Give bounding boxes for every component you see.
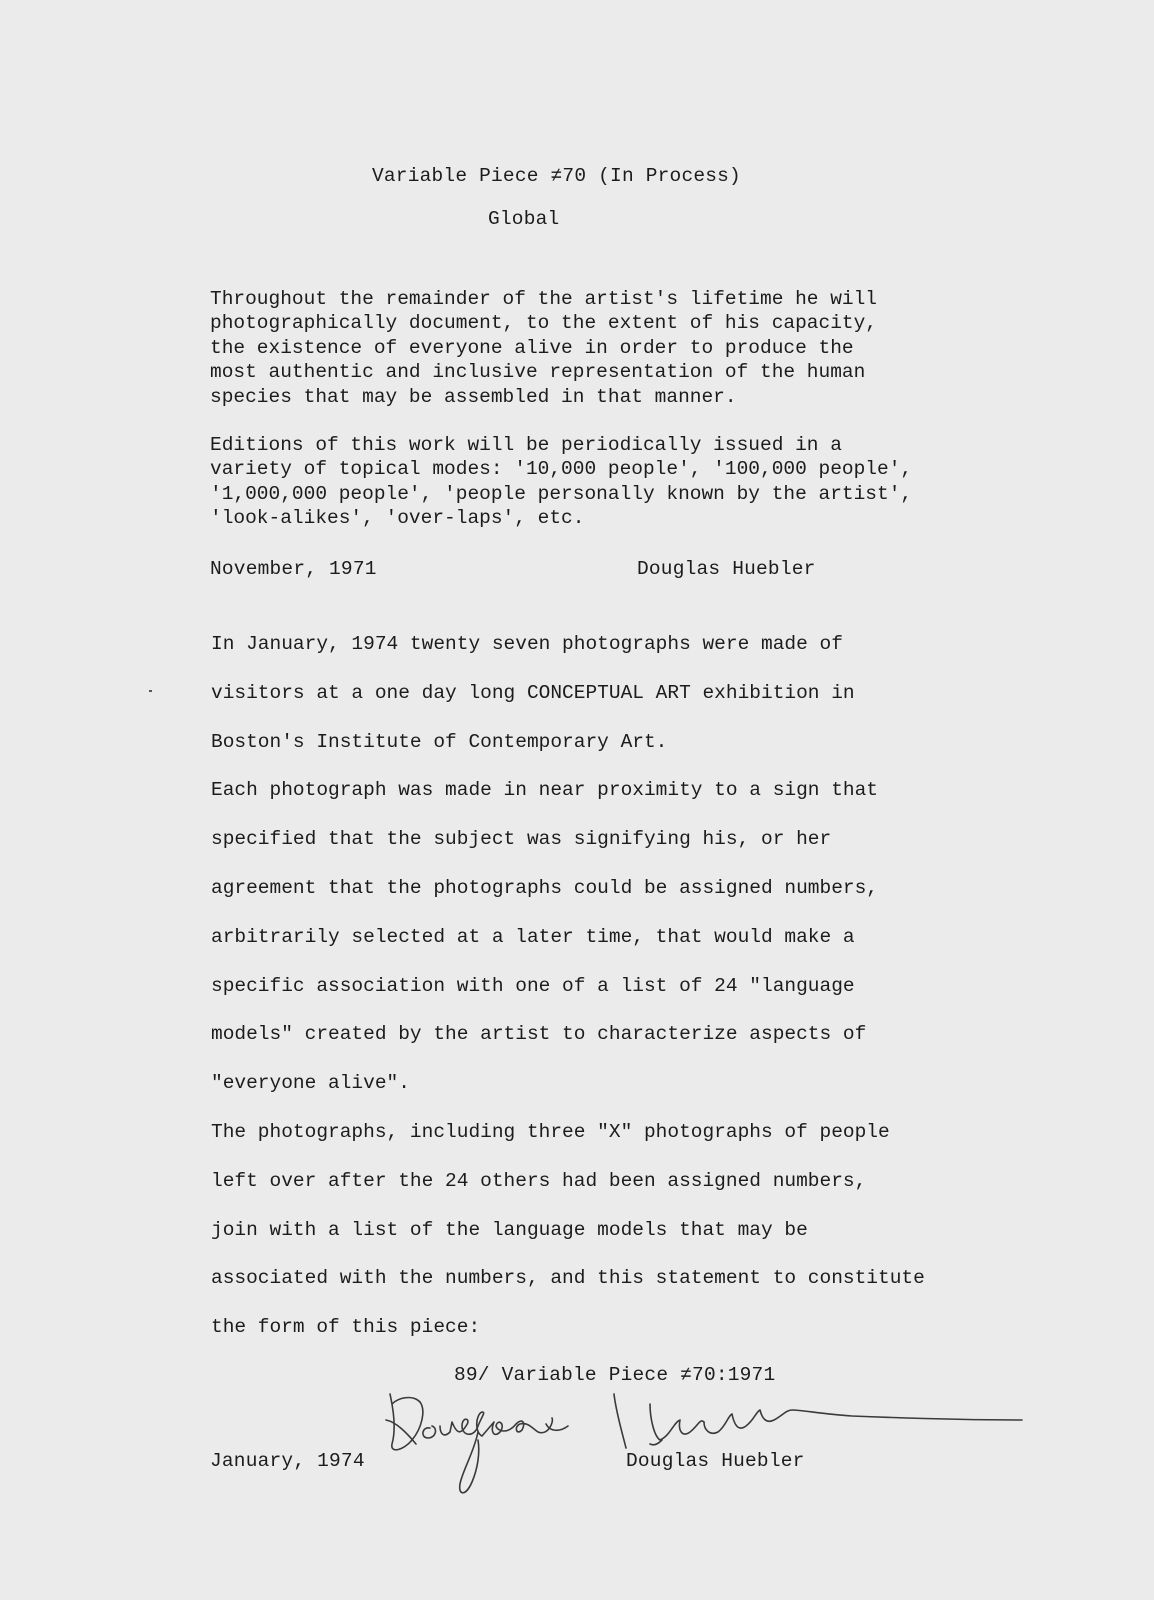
editions-paragraph <box>210 433 912 531</box>
date-january-1974: January, 1974 <box>210 1450 365 1472</box>
body-line: associated with the numbers, and this statement to constitute <box>211 1267 925 1290</box>
body-line: In January, 1974 twenty seven photographs were made of <box>211 633 843 655</box>
paragraph-line: most authentic and inclusive representation of the human <box>210 361 866 384</box>
document-subtitle: Global <box>488 208 560 230</box>
paragraph-line: photographically document, to the extent of his capacity, <box>210 312 878 335</box>
body-line: specified that the subject was signifying his, or her <box>211 828 832 851</box>
body-line: agreement that the photographs could be assigned numbers, <box>211 876 879 899</box>
body-text <box>211 632 925 1364</box>
body-line: The photographs, including three "X" photographs of people <box>211 1120 890 1143</box>
body-line: left over after the 24 others had been assigned numbers, <box>211 1169 867 1192</box>
paragraph-line: Editions of this work will be periodically issued in a <box>210 434 842 456</box>
author-name-typed-2: Douglas Huebler <box>626 1450 805 1472</box>
body-line: models" created by the artist to characterize aspects of <box>211 1023 867 1046</box>
body-line: specific association with one of a list of 24 "language <box>211 974 855 997</box>
paragraph-line: the existence of everyone alive in order to produce the <box>210 336 854 359</box>
statement-paragraph <box>210 287 877 409</box>
body-line: the form of this piece: <box>211 1316 481 1339</box>
document-title: Variable Piece ≠70 (In Process) <box>372 165 741 187</box>
handwritten-signature <box>382 1392 1042 1502</box>
paragraph-line: Throughout the remainder of the artist's lifetime he will <box>210 288 878 310</box>
body-line: Each photograph was made in near proximity to a sign that <box>211 779 879 802</box>
author-name-typed: Douglas Huebler <box>637 558 816 580</box>
date-november-1971: November, 1971 <box>210 558 377 580</box>
paragraph-line: variety of topical modes: '10,000 people', '100,000 people', <box>210 458 913 481</box>
paper-speck <box>149 690 152 692</box>
piece-label: 89/ Variable Piece ≠70:1971 <box>454 1364 776 1386</box>
body-line: visitors at a one day long CONCEPTUAL ART exhibition in <box>211 681 855 704</box>
paragraph-line: species that may be assembled in that manner. <box>210 385 737 408</box>
body-line: arbitrarily selected at a later time, that would make a <box>211 925 855 948</box>
paragraph-line: '1,000,000 people', 'people personally known by the artist', <box>210 482 913 505</box>
paragraph-line: 'look-alikes', 'over-laps', etc. <box>210 507 585 530</box>
body-line: "everyone alive". <box>211 1072 410 1095</box>
body-line: Boston's Institute of Contemporary Art. <box>211 730 668 753</box>
body-line: join with a list of the language models that may be <box>211 1218 808 1241</box>
